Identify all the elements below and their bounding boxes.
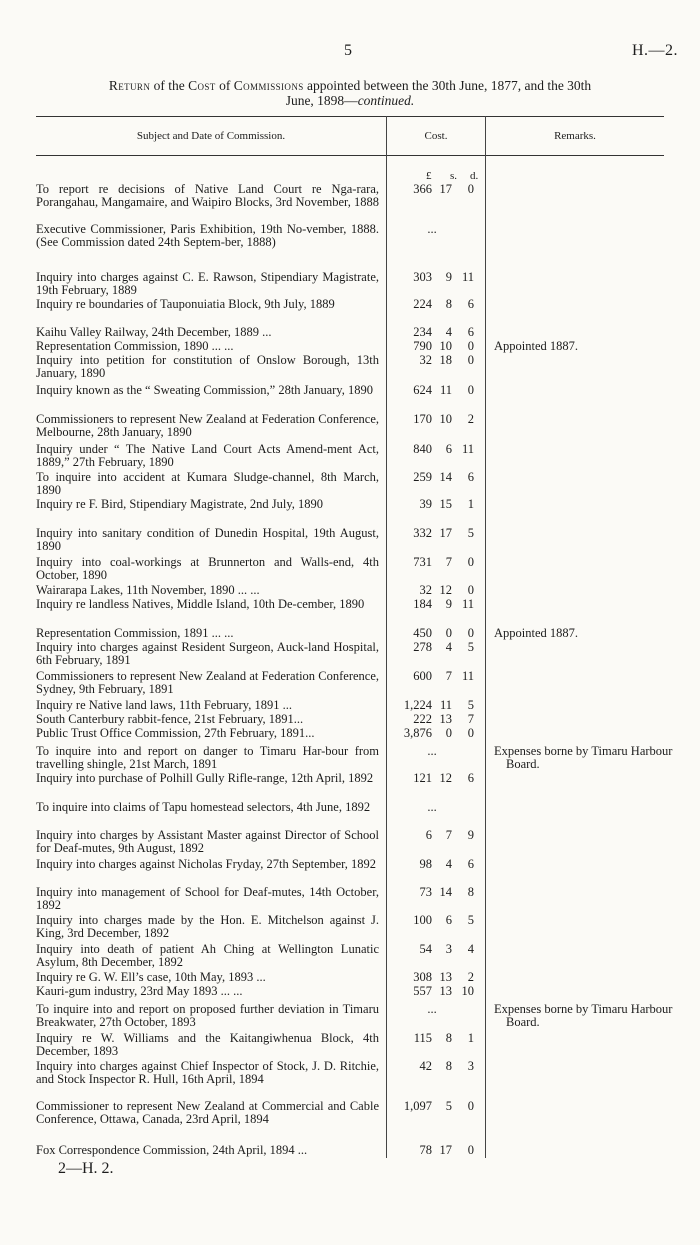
commission-subject: Inquiry into charges against C. E. Rawson, Stipendiary Magistrate, 19th February, 1889: [36, 270, 379, 297]
commission-subject: Inquiry re F. Bird, Stipendiary Magistrate, 2nd July, 1890: [36, 497, 324, 511]
cost-pounds: 332: [413, 526, 432, 540]
cost-shillings: 4: [445, 640, 452, 654]
commission-cost: [390, 1003, 482, 1016]
cost-shillings: 7: [445, 669, 452, 683]
cost-pounds: 790: [413, 339, 432, 353]
commission-cost: [390, 670, 482, 683]
cost-shillings: 6: [445, 442, 452, 456]
cost-pounds: 366: [413, 182, 432, 196]
cost-shillings: 17: [439, 182, 452, 196]
cost-pence: 1: [467, 1031, 474, 1045]
commission-subject: Executive Commissioner, Paris Exhibition, 19th No-vember, 1888. (See Commission dated 24th Septem-ber, 1888): [36, 222, 379, 249]
cost-pence: 0: [467, 626, 474, 640]
commission-cost: [390, 1060, 482, 1073]
cost-pence: 5: [467, 640, 474, 654]
cost-shillings: 17: [439, 526, 452, 540]
cost-shillings: 8: [445, 1031, 452, 1045]
cost-pounds: 624: [413, 383, 432, 397]
cost-pounds: 557: [413, 984, 432, 998]
cost-pence: 0: [467, 583, 474, 597]
commission-subject: To report re decisions of Native Land Court re Nga-rara, Porangahau, Mangamaire, and Waipiro Blocks, 3rd November, 1888: [36, 182, 379, 209]
cost-shillings: 14: [439, 885, 452, 899]
cost-pounds: 184: [413, 597, 432, 611]
commission-cost: [390, 443, 482, 456]
cost-shillings: 0: [445, 626, 452, 640]
cost-shillings: 18: [439, 353, 452, 367]
cost-pounds: 224: [413, 297, 432, 311]
commission-subject: Wairarapa Lakes, 11th November, 1890 ... ...: [36, 583, 260, 597]
cost-pounds: 42: [419, 1059, 432, 1073]
cost-pounds: 259: [413, 470, 432, 484]
commission-subject: To inquire into and report on danger to Timaru Har-bour from travelling shingle, 21st March, 1891: [36, 744, 379, 771]
cost-shillings: 10: [439, 412, 452, 426]
cost-shillings: 10: [439, 339, 452, 353]
commission-cost: [390, 1032, 482, 1045]
commission-subject: Inquiry re Native land laws, 11th February, 1891 ...: [36, 698, 292, 712]
cost-pence: 6: [467, 857, 474, 871]
commission-cost: [390, 223, 482, 236]
commission-cost: [390, 886, 482, 899]
commission-subject: Inquiry into death of patient Ah Ching at Wellington Lunatic Asylum, 8th December, 1892: [36, 942, 379, 969]
commission-cost: [390, 498, 482, 511]
commission-cost: [390, 183, 482, 196]
commission-subject: Inquiry into coal-workings at Brunnerton and Walls-end, 4th October, 1890: [36, 555, 379, 582]
cost-shillings: 11: [439, 698, 452, 712]
commission-cost: [390, 641, 482, 654]
commission-cost: [390, 745, 482, 758]
cost-pence: 6: [467, 297, 474, 311]
commission-cost: [390, 699, 482, 712]
commission-remarks: Appointed 1887.: [494, 626, 579, 640]
cost-pounds: 121: [413, 771, 432, 785]
cost-shillings: 8: [445, 297, 452, 311]
commission-cost: [390, 471, 482, 484]
document-reference: H.—2.: [631, 42, 678, 59]
commission-cost: [390, 527, 482, 540]
cost-pounds: 234: [413, 325, 432, 339]
cost-pence: 0: [467, 555, 474, 569]
commission-subject: Commissioners to represent New Zealand at Federation Conference, Sydney, 9th February, 1891: [36, 669, 379, 696]
cost-pence: 0: [467, 1099, 474, 1113]
page-number: 5: [344, 42, 352, 59]
column-divider-cost-remarks: [485, 116, 486, 1158]
commission-cost: [390, 340, 482, 353]
cost-nil: ...: [427, 1002, 437, 1016]
heading-commissions: Commissions: [233, 78, 304, 93]
cost-pounds: 78: [419, 1143, 432, 1157]
commission-subject: To inquire into and report on proposed further deviation in Timaru Breakwater, 27th October, 1893: [36, 1002, 379, 1029]
unit-pounds: £: [426, 170, 432, 182]
commission-subject: South Canterbury rabbit-fence, 21st February, 1891...: [36, 712, 304, 726]
cost-shillings: 7: [445, 828, 452, 842]
cost-shillings: 9: [445, 270, 452, 284]
cost-shillings: 11: [439, 383, 452, 397]
table-top-rule: [36, 116, 664, 117]
column-header-subject: Subject and Date of Commission.: [136, 130, 286, 142]
cost-shillings: 13: [439, 712, 452, 726]
commission-subject: To inquire into claims of Tapu homestead selectors, 4th June, 1892: [36, 800, 371, 814]
cost-shillings: 6: [445, 913, 452, 927]
cost-pence: 8: [467, 885, 474, 899]
commission-remarks: Expenses borne by Timaru Harbour Board.: [494, 1002, 673, 1029]
commission-cost: [390, 1100, 482, 1113]
cost-pence: 2: [467, 970, 474, 984]
cost-pence: 7: [467, 712, 474, 726]
commission-subject: Inquiry re W. Williams and the Kaitangiwhenua Block, 4th December, 1893: [36, 1031, 379, 1058]
heading-line-2: [36, 93, 664, 108]
cost-pounds: 98: [419, 857, 432, 871]
cost-pence: 11: [461, 669, 474, 683]
commission-subject: Commissioners to represent New Zealand at Federation Conference, Melbourne, 28th January, 1890: [36, 412, 379, 439]
cost-shillings: 14: [439, 470, 452, 484]
commission-cost: [390, 985, 482, 998]
cost-pounds: 39: [419, 497, 432, 511]
column-header-remarks: Remarks.: [554, 130, 596, 142]
cost-shillings: 15: [439, 497, 452, 511]
cost-pounds: 222: [413, 712, 432, 726]
commission-subject: Inquiry into charges against Nicholas Fryday, 27th September, 1892: [36, 857, 377, 871]
cost-pence: 0: [467, 353, 474, 367]
commission-cost: [390, 598, 482, 611]
commission-cost: [390, 971, 482, 984]
commission-subject: Inquiry into purchase of Polhill Gully Rifle-range, 12th April, 1892: [36, 771, 374, 785]
cost-pence: 6: [467, 325, 474, 339]
cost-pounds: 54: [419, 942, 432, 956]
commission-remarks: Expenses borne by Timaru Harbour Board.: [494, 744, 673, 771]
cost-pence: 0: [467, 383, 474, 397]
cost-nil: ...: [427, 800, 437, 814]
cost-shillings: 4: [445, 857, 452, 871]
commission-cost: [390, 829, 482, 842]
cost-shillings: 7: [445, 555, 452, 569]
cost-pence: 0: [467, 339, 474, 353]
commission-subject: Inquiry into charges against Resident Surgeon, Auck-land Hospital, 6th February, 1891: [36, 640, 379, 667]
cost-shillings: 12: [439, 583, 452, 597]
commission-subject: Kaihu Valley Railway, 24th December, 1889 ...: [36, 325, 272, 339]
commission-subject: Fox Correspondence Commission, 24th April, 1894 ...: [36, 1143, 308, 1157]
heading-of-2: of: [215, 78, 234, 93]
heading-cost: Cost: [188, 78, 216, 93]
commission-cost: [390, 727, 482, 740]
cost-shillings: 13: [439, 970, 452, 984]
commission-subject: Commissioner to represent New Zealand at Commercial and Cable Conference, Ottawa, Canada, 23rd April, 1894: [36, 1099, 379, 1126]
cost-pence: 5: [467, 526, 474, 540]
commission-cost: [390, 943, 482, 956]
commission-subject: To inquire into accident at Kumara Sludge-channel, 8th March, 1890: [36, 470, 379, 497]
heading-line-1: [36, 78, 664, 93]
cost-shillings: 5: [445, 1099, 452, 1113]
cost-pence: 11: [461, 442, 474, 456]
cost-pence: 5: [467, 913, 474, 927]
cost-pence: 0: [467, 182, 474, 196]
cost-shillings: 3: [445, 942, 452, 956]
commission-cost: [390, 801, 482, 814]
cost-nil: ...: [427, 222, 437, 236]
cost-pounds: 450: [413, 626, 432, 640]
cost-pence: 11: [461, 597, 474, 611]
commission-cost: [390, 858, 482, 871]
cost-pence: 11: [461, 270, 474, 284]
commission-cost: [390, 1144, 482, 1157]
cost-pence: 0: [467, 726, 474, 740]
heading-line-2-text: June, 1898—: [285, 93, 358, 108]
unit-pence: d.: [470, 170, 479, 182]
commission-cost: [390, 556, 482, 569]
commission-subject: Public Trust Office Commission, 27th February, 1891...: [36, 726, 315, 740]
commission-cost: [390, 713, 482, 726]
commission-cost: [390, 772, 482, 785]
cost-pence: 9: [467, 828, 474, 842]
commission-subject: Inquiry re G. W. Ell’s case, 10th May, 1893 ...: [36, 970, 266, 984]
commission-cost: [390, 627, 482, 640]
cost-nil: ...: [427, 744, 437, 758]
cost-pence: 6: [467, 470, 474, 484]
column-divider-subject-cost: [386, 116, 387, 1158]
column-header-cost: Cost.: [424, 130, 448, 142]
unit-shillings: s.: [450, 170, 458, 182]
cost-shillings: 17: [439, 1143, 452, 1157]
cost-pence: 3: [467, 1059, 474, 1073]
cost-pounds: 73: [419, 885, 432, 899]
signature-mark: 2—H. 2.: [58, 1160, 114, 1177]
cost-pounds: 278: [413, 640, 432, 654]
heading-return: Return: [108, 78, 151, 93]
commission-subject: Inquiry known as the “ Sweating Commission,” 28th January, 1890: [36, 383, 373, 397]
heading-of: of the: [150, 78, 189, 93]
header-bottom-rule: [36, 155, 664, 156]
commission-cost: [390, 384, 482, 397]
commission-subject: Inquiry into charges against Chief Inspector of Stock, J. D. Ritchie, and Stock Inspector R. Hull, 16th April, 1894: [36, 1059, 379, 1086]
commission-subject: Kauri-gum industry, 23rd May 1893 ... ...: [36, 984, 243, 998]
cost-pence: 1: [467, 497, 474, 511]
cost-shillings: 0: [445, 726, 452, 740]
commission-cost: [390, 413, 482, 426]
commission-cost: [390, 326, 482, 339]
commission-cost: [390, 271, 482, 284]
table-heading: [36, 78, 664, 108]
commission-subject: Inquiry under “ The Native Land Court Acts Amend-ment Act, 1889,” 27th February, 1890: [36, 442, 379, 469]
cost-pounds: 115: [413, 1031, 432, 1045]
cost-shillings: 8: [445, 1059, 452, 1073]
cost-pence: 6: [467, 771, 474, 785]
cost-pounds: 1,224: [403, 698, 432, 712]
cost-pence: 4: [467, 942, 474, 956]
heading-continued: continued.: [357, 93, 415, 108]
commission-cost: [390, 354, 482, 367]
commission-subject: Inquiry into charges by Assistant Master against Director of School for Deaf-mutes, 9th August, 1892: [36, 828, 379, 855]
commission-subject: Inquiry into petition for constitution of Onslow Borough, 13th January, 1890: [36, 353, 379, 380]
cost-pence: 5: [467, 698, 474, 712]
commission-subject: Inquiry into management of School for Deaf-mutes, 14th October, 1892: [36, 885, 379, 912]
commission-subject: Inquiry re landless Natives, Middle Island, 10th De-cember, 1890: [36, 597, 365, 611]
cost-pounds: 170: [413, 412, 432, 426]
cost-pounds: 3,876: [403, 726, 432, 740]
commission-cost: [390, 584, 482, 597]
cost-pounds: 308: [413, 970, 432, 984]
cost-pence: 2: [467, 412, 474, 426]
cost-shillings: 12: [439, 771, 452, 785]
cost-pounds: 6: [425, 828, 432, 842]
heading-rest: appointed between the 30th June, 1877, and the 30th: [303, 78, 592, 93]
commission-subject: Inquiry re boundaries of Tauponuiatia Block, 9th July, 1889: [36, 297, 335, 311]
cost-pounds: 32: [419, 353, 432, 367]
commission-subject: Inquiry into sanitary condition of Dunedin Hospital, 19th August, 1890: [36, 526, 379, 553]
cost-shillings: 13: [439, 984, 452, 998]
commission-cost: [390, 298, 482, 311]
cost-shillings: 9: [445, 597, 452, 611]
cost-shillings: 4: [445, 325, 452, 339]
cost-pounds: 303: [413, 270, 432, 284]
commission-subject: Representation Commission, 1890 ... ...: [36, 339, 234, 353]
commission-remarks: Appointed 1887.: [494, 339, 579, 353]
commission-subject: Inquiry into charges made by the Hon. E. Mitchelson against J. King, 3rd December, 1892: [36, 913, 379, 940]
cost-pence: 10: [461, 984, 474, 998]
cost-pounds: 32: [419, 583, 432, 597]
cost-pence: 0: [467, 1143, 474, 1157]
cost-pounds: 731: [413, 555, 432, 569]
cost-pounds: 840: [413, 442, 432, 456]
cost-pounds: 100: [413, 913, 432, 927]
cost-pounds: 600: [413, 669, 432, 683]
cost-pounds: 1,097: [403, 1099, 432, 1113]
commission-cost: [390, 914, 482, 927]
commission-subject: Representation Commission, 1891 ... ...: [36, 626, 234, 640]
